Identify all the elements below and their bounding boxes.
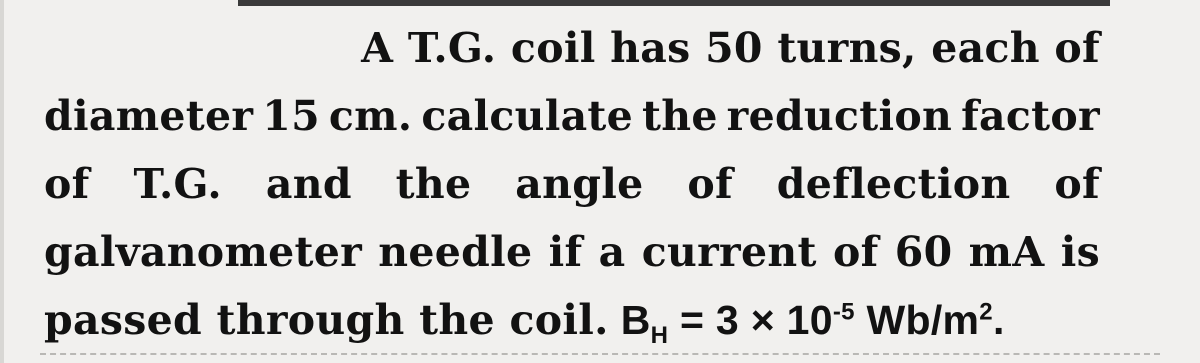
- formula-end: .: [992, 297, 1005, 343]
- problem-line-2: [44, 82, 1100, 150]
- magnetic-field-formula: [621, 286, 1005, 354]
- word: of: [1054, 160, 1100, 208]
- word: 15: [262, 92, 320, 140]
- word: mA: [968, 228, 1045, 276]
- word: 60: [894, 228, 953, 276]
- top-rule: [238, 0, 1110, 6]
- word: T.G.: [133, 160, 222, 208]
- word: deflection: [776, 160, 1011, 208]
- formula-subscript: H: [650, 322, 669, 350]
- word: of: [44, 160, 90, 208]
- word: the: [642, 92, 718, 140]
- word: factor: [961, 92, 1100, 140]
- word: needle: [378, 228, 533, 276]
- word: if: [548, 228, 583, 276]
- page-edge: [0, 0, 4, 363]
- problem-line-3: [44, 150, 1100, 218]
- word: current: [641, 228, 817, 276]
- word: angle: [515, 160, 644, 208]
- word: of: [832, 228, 879, 276]
- word: reduction: [726, 92, 953, 140]
- problem-line-5: [44, 286, 1100, 354]
- problem-line-1: A T.G. coil has 50 turns, each of: [361, 24, 1100, 72]
- formula-exponent: -5: [832, 298, 855, 326]
- word: the: [395, 160, 472, 208]
- line-5-text: passed through the coil.: [44, 296, 609, 344]
- word: galvanometer: [44, 228, 363, 276]
- formula-value: = 3 × 10: [668, 297, 833, 343]
- word: a: [598, 228, 626, 276]
- formula-symbol: B: [620, 297, 651, 343]
- formula-unit-exponent: 2: [979, 298, 993, 326]
- problem-line-4: [44, 218, 1100, 286]
- word: cm.: [328, 92, 413, 140]
- problem-text: [44, 14, 1100, 354]
- word: and: [265, 160, 352, 208]
- bottom-dashed-rule: [40, 353, 1160, 355]
- formula-unit: Wb/m: [854, 297, 980, 343]
- word: calculate: [421, 92, 634, 140]
- word: of: [687, 160, 733, 208]
- word: diameter: [44, 92, 254, 140]
- word: is: [1060, 228, 1100, 276]
